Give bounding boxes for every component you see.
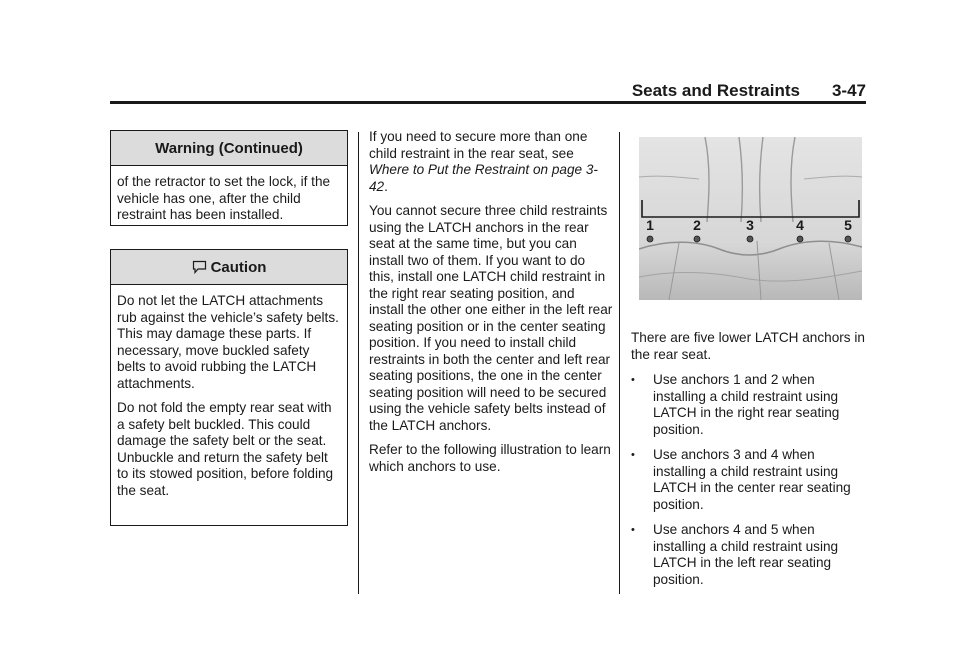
intro-paragraph: There are five lower LATCH anchors in the rear seat. [631,330,865,362]
caution-header [111,250,347,285]
anchor-label-3: 3 [746,217,754,233]
paragraph-text: If you need to secure more than one child restraint in the rear seat, see [369,129,588,161]
cross-reference-link[interactable]: Where to Put the Restraint on page 3-42 [369,162,598,194]
anchor-label-1: 1 [646,217,654,233]
list-item-text: Use anchors 3 and 4 when installing a child restraint using LATCH in the center rear seating position. [653,447,851,512]
warning-text: of the retractor to set the lock, if the vehicle has one, after the child restraint has been installed. [117,174,331,222]
anchor-4 [796,217,804,242]
anchor-usage-list [631,372,871,588]
anchor-2 [693,217,701,242]
caution-speech-icon [192,260,207,274]
anchor-3 [746,217,754,242]
caution-paragraph: Do not let the LATCH attachments rub against the vehicle’s safety belts. This may damage these parts. If necessary, move buckled safety belts to avoid rubbing the LATCH attachments. [117,293,339,391]
page-number: 3-47 [831,81,866,100]
anchor-5 [844,217,852,242]
bullet-icon: • [631,374,635,386]
column-divider [619,132,620,594]
warning-box [110,130,348,226]
paragraph: You cannot secure three child restraints using the LATCH anchors in the rear seat at the same time, but you can install two of them. If you want to do this, install one LATCH child restraint in the right rear seating position, and install the other one either in the left rear seating position or in the center seating position. If you need to install child restraints in both the center and left rear seating positions, the one in the center seating position will need to be secured using the vehicle safety belts instead of the LATCH anchors. [369,203,613,433]
seat-cushion [639,241,862,300]
caution-title: Caution [210,258,267,276]
right-column [631,330,871,597]
list-item [631,447,871,513]
anchor-point-icon [845,236,851,242]
caution-box [110,249,348,526]
page-header [110,80,866,104]
list-item-text: Use anchors 1 and 2 when installing a child restraint using LATCH in the right rear seating position. [653,372,840,437]
bullet-icon: • [631,524,635,536]
section-title: Seats and Restraints [631,81,800,100]
anchor-label-5: 5 [844,217,852,233]
anchor-point-icon [694,236,700,242]
anchor-point-icon [747,236,753,242]
anchor-point-icon [647,236,653,242]
rear-seat-drawing [639,137,862,300]
middle-column [369,129,613,475]
anchor-point-icon [797,236,803,242]
list-item-text: Use anchors 4 and 5 when installing a child restraint using LATCH in the left rear seating position. [653,522,839,587]
paragraph [369,129,613,195]
caution-paragraph: Do not fold the empty rear seat with a safety belt buckled. This could damage the safety belt or the seat. Unbuckle and return the safety belt to its stowed position, before folding the seat. [117,400,334,498]
paragraph: Refer to the following illustration to learn which anchors to use. [369,442,611,474]
caution-body [111,285,347,507]
latch-anchor-illustration [639,137,862,300]
anchor-label-4: 4 [796,217,804,233]
column-divider [358,132,359,594]
warning-title: Warning (Continued) [111,131,347,166]
list-item [631,522,871,588]
anchor-1 [646,217,654,242]
paragraph-end: . [384,178,388,194]
bullet-icon: • [631,449,635,461]
list-item [631,372,871,438]
anchor-label-2: 2 [693,217,701,233]
